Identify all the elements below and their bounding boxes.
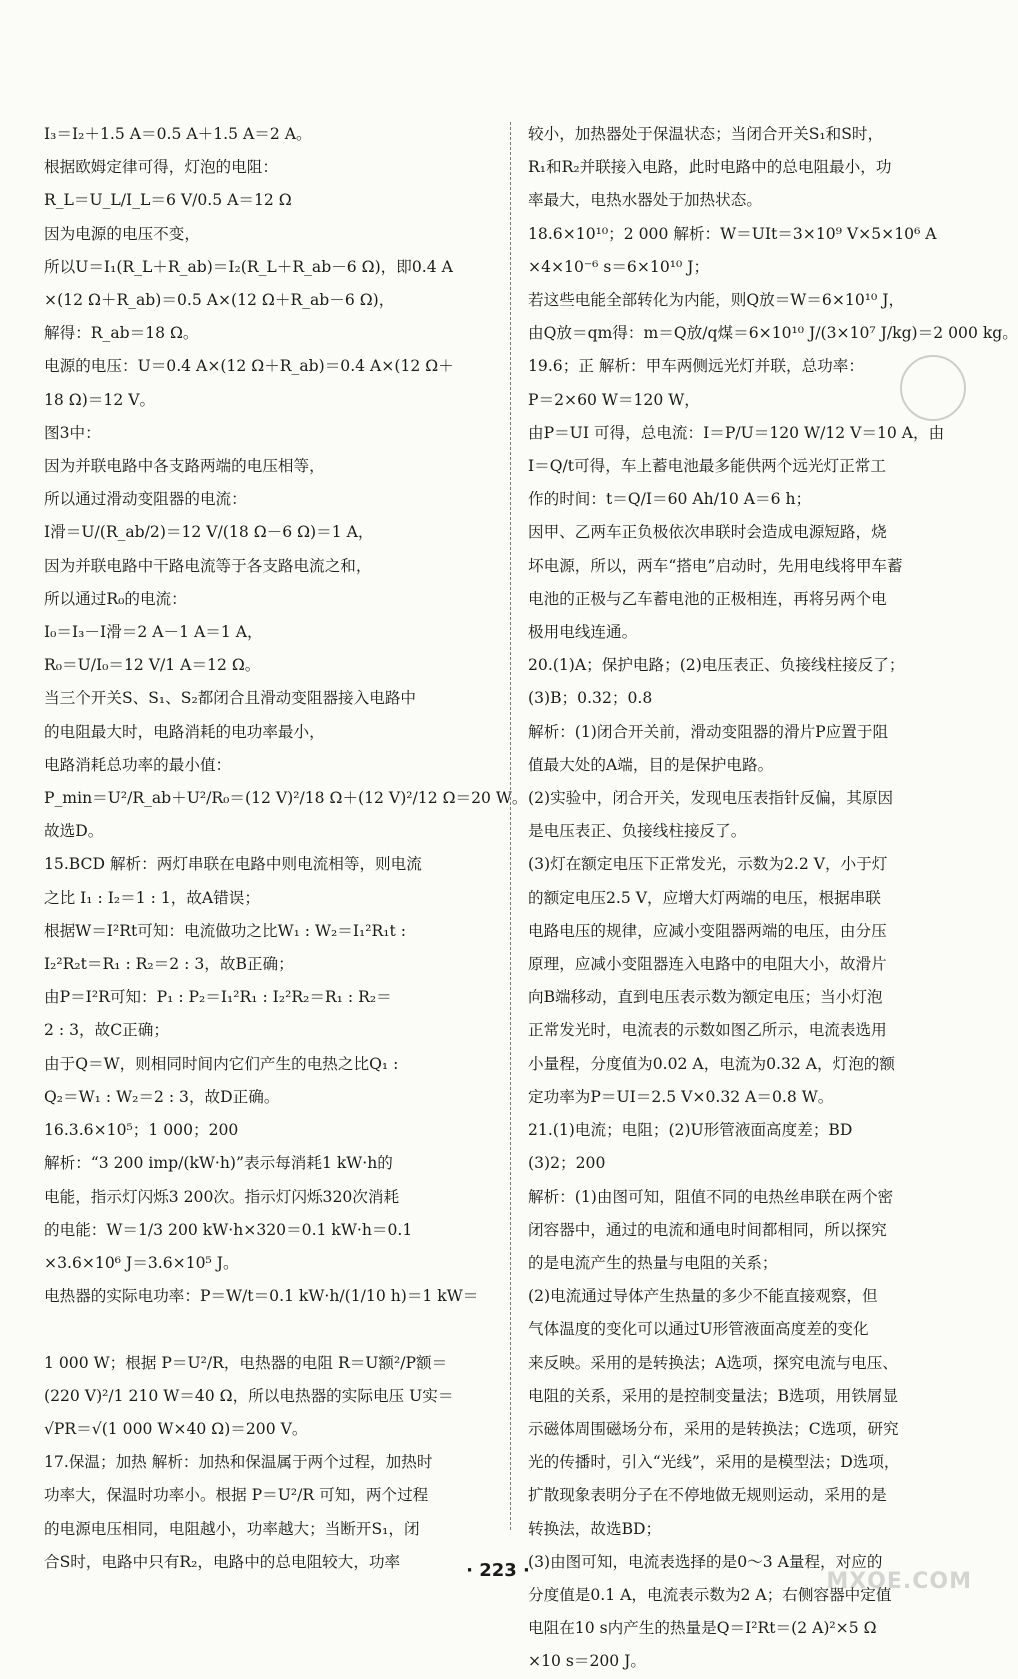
text-line: 故选D。 bbox=[44, 822, 104, 841]
text-line: 电阻在10 s内产生的热量是Q＝I²Rt＝(2 A)²×5 Ω bbox=[528, 1619, 877, 1638]
text-line: 解析：“3 200 imp/(kW·h)”表示每消耗1 kW·h的 bbox=[44, 1154, 393, 1173]
text-line: 值最大处的A端，目的是保护电路。 bbox=[528, 755, 774, 774]
text-line: 由于Q＝W，则相同时间内它们产生的电热之比Q₁ : bbox=[44, 1054, 399, 1073]
text-line: (3)2；200 bbox=[528, 1154, 606, 1173]
text-line: 因为电源的电压不变， bbox=[44, 224, 200, 243]
text-line: P＝2×60 W＝120 W， bbox=[528, 390, 700, 409]
text-line: 原理，应减小变阻器连入电路中的电阻大小，故滑片 bbox=[528, 955, 887, 974]
text-line: I₃＝I₂＋1.5 A＝0.5 A＋1.5 A＝2 A。 bbox=[44, 125, 312, 143]
text-line: 合S时，电路中只有R₂，电路中的总电阻较大，功率 bbox=[44, 1552, 401, 1571]
text-line: 闭容器中，通过的电流和通电时间都相同，所以探究 bbox=[528, 1220, 887, 1239]
text-line: 17.保温；加热 解析：加热和保温属于两个过程，加热时 bbox=[44, 1453, 433, 1472]
text-line: 18.6×10¹⁰；2 000 解析：W＝UIt＝3×10⁹ V×5×10⁶ A bbox=[528, 224, 937, 243]
text-line: 定功率为P＝UI＝2.5 V×0.32 A＝0.8 W。 bbox=[528, 1087, 834, 1106]
text-line: (3)B；0.32；0.8 bbox=[528, 689, 653, 708]
text-line: 较小，加热器处于保温状态；当闭合开关S₁和S时， bbox=[528, 125, 884, 143]
text-line: I₀＝I₃－I滑＝2 A－1 A＝1 A， bbox=[44, 623, 263, 642]
text-line: 根据欧姆定律可得，灯泡的电阻： bbox=[44, 158, 278, 177]
text-line: 转换法，故选BD； bbox=[528, 1519, 662, 1538]
text-line: 电路消耗总功率的最小值： bbox=[44, 755, 232, 774]
text-line: 来反映。采用的是转换法；A选项，探究电流与电压、 bbox=[528, 1353, 898, 1372]
text-line: I滑＝U/(R_ab/2)＝12 V/(18 Ω－6 Ω)＝1 A， bbox=[44, 523, 374, 542]
text-line: 18 Ω)＝12 V。 bbox=[44, 390, 156, 409]
text-line: 的电阻最大时，电路消耗的电功率最小， bbox=[44, 722, 325, 741]
text-line: 电源的电压：U＝0.4 A×(12 Ω＋R_ab)＝0.4 A×(12 Ω＋ bbox=[44, 357, 454, 376]
text-line: 21.(1)电流；电阻；(2)U形管液面高度差；BD bbox=[528, 1121, 853, 1140]
text-line: (2)实验中，闭合开关，发现电压表指针反偏，其原因 bbox=[528, 789, 894, 808]
text-line: 的电源电压相同，电阻越小，功率越大；当断开S₁，闭 bbox=[44, 1519, 420, 1538]
text-line: 图3中： bbox=[44, 423, 101, 442]
text-line: 由P＝I²R可知：P₁ : P₂＝I₁²R₁ : I₂²R₂＝R₁ : R₂＝ bbox=[44, 988, 392, 1007]
left-column bbox=[44, 118, 528, 1571]
text-line: P_min＝U²/R_ab＋U²/R₀＝(12 V)²/18 Ω＋(12 V)²/12 Ω＝20 W。 bbox=[44, 789, 528, 808]
text-line: 作的时间：t＝Q/I＝60 Ah/10 A＝6 h； bbox=[528, 490, 812, 509]
text-line: 2 : 3，故C正确； bbox=[44, 1021, 169, 1040]
text-line: 示磁体周围磁场分布，采用的是转换法；C选项，研究 bbox=[528, 1419, 899, 1438]
text-line: ×4×10⁻⁶ s＝6×10¹⁰ J； bbox=[528, 257, 710, 276]
text-line: 若这些电能全部转化为内能，则Q放＝W＝6×10¹⁰ J， bbox=[528, 291, 905, 310]
text-line: 15.BCD 解析：两灯串联在电路中则电流相等，则电流 bbox=[44, 855, 422, 874]
text-line: 极用电线连通。 bbox=[528, 623, 638, 642]
text-line bbox=[44, 1313, 494, 1346]
text-line: 因为并联电路中各支路两端的电压相等， bbox=[44, 457, 325, 476]
text-line: 电池的正极与乙车蓄电池的正极相连，再将另两个电 bbox=[528, 589, 887, 608]
text-line: 分度值是0.1 A，电流表示数为2 A；右侧容器中定值 bbox=[528, 1585, 892, 1604]
column-divider bbox=[510, 122, 511, 1530]
text-line: 当三个开关S、S₁、S₂都闭合且滑动变阻器接入电路中 bbox=[44, 689, 417, 708]
text-line: 20.(1)A；保护电路；(2)电压表正、负接线柱接反了； bbox=[528, 656, 905, 675]
text-line: 解析：(1)闭合开关前，滑动变阻器的滑片P应置于阻 bbox=[528, 722, 889, 741]
text-line: 所以U＝I₁(R_L＋R_ab)＝I₂(R_L＋R_ab－6 Ω)，即0.4 A bbox=[44, 257, 453, 276]
text-line: 之比 I₁ : I₂＝1 : 1，故A错误； bbox=[44, 888, 260, 907]
text-line: 正常发光时，电流表的示数如图乙所示，电流表选用 bbox=[528, 1021, 887, 1040]
text-line: ×10 s＝200 J。 bbox=[528, 1652, 647, 1671]
text-line: 19.6；正 解析：甲车两侧远光灯并联，总功率： bbox=[528, 357, 864, 376]
text-line: 是电压表正、负接线柱接反了。 bbox=[528, 822, 747, 841]
text-line: 解得：R_ab＝18 Ω。 bbox=[44, 324, 199, 343]
text-line: R_L＝U_L/I_L＝6 V/0.5 A＝12 Ω bbox=[44, 191, 292, 210]
text-line: 向B端移动，直到电压表示数为额定电压；当小灯泡 bbox=[528, 988, 883, 1007]
text-line: (3)由图可知，电流表选择的是0～3 A量程，对应的 bbox=[528, 1552, 883, 1571]
text-line: 坏电源，所以，两车“搭电”启动时，先用电线将甲车蓄 bbox=[528, 556, 903, 575]
text-line: R₁和R₂并联接入电路，此时电路中的总电阻最小，功 bbox=[528, 158, 892, 177]
watermark: MXQE.COM bbox=[826, 1569, 972, 1594]
text-line: 由P＝UI 可得，总电流：I＝P/U＝120 W/12 V＝10 A，由 bbox=[528, 423, 945, 442]
text-line: 小量程，分度值为0.02 A，电流为0.32 A，灯泡的额 bbox=[528, 1054, 895, 1073]
text-line: ×(12 Ω＋R_ab)＝0.5 A×(12 Ω＋R_ab－6 Ω)， bbox=[44, 291, 395, 310]
text-line: 由Q放＝qm得：m＝Q放/q煤＝6×10¹⁰ J/(3×10⁷ J/kg)＝2 000 kg。 bbox=[528, 324, 1018, 343]
text-line: 因为并联电路中干路电流等于各支路电流之和， bbox=[44, 556, 372, 575]
text-line: R₀＝U/I₀＝12 V/1 A＝12 Ω。 bbox=[44, 656, 261, 675]
text-line: 电能，指示灯闪烁3 200次。指示灯闪烁320次消耗 bbox=[44, 1187, 400, 1206]
text-line: 气体温度的变化可以通过U形管液面高度差的变化 bbox=[528, 1320, 869, 1339]
text-line: 所以通过R₀的电流： bbox=[44, 589, 187, 608]
text-line: 功率大，保温时功率小。根据 P＝U²/R 可知，两个过程 bbox=[44, 1486, 429, 1505]
text-line: 所以通过滑动变阻器的电流： bbox=[44, 490, 247, 509]
text-line: √PR＝√(1 000 W×40 Ω)＝200 V。 bbox=[44, 1419, 308, 1438]
text-line: 的电能：W＝1/3 200 kW·h×320＝0.1 kW·h＝0.1 bbox=[44, 1220, 413, 1239]
text-line: I＝Q/t可得，车上蓄电池最多能供两个远光灯正常工 bbox=[528, 457, 886, 476]
text-line: (220 V)²/1 210 W＝40 Ω，所以电热器的实际电压 U实＝ bbox=[44, 1386, 454, 1405]
stamp-icon bbox=[900, 355, 966, 421]
text-line: 扩散现象表明分子在不停地做无规则运动，采用的是 bbox=[528, 1486, 887, 1505]
text-line: (3)灯在额定电压下正常发光，示数为2.2 V，小于灯 bbox=[528, 855, 888, 874]
text-line: 16.3.6×10⁵；1 000；200 bbox=[44, 1121, 239, 1140]
text-line: 电热器的实际电功率：P＝W/t＝0.1 kW·h/(1/10 h)＝1 kW＝ bbox=[44, 1287, 479, 1306]
text-line: I₂²R₂t＝R₁ : R₂＝2 : 3，故B正确； bbox=[44, 955, 294, 974]
text-line: 的额定电压2.5 V，应增大灯两端的电压，根据串联 bbox=[528, 888, 881, 907]
text-line: 率最大，电热水器处于加热状态。 bbox=[528, 191, 762, 210]
text-line: (2)电流通过导体产生热量的多少不能直接观察，但 bbox=[528, 1287, 878, 1306]
text-line: Q₂＝W₁ : W₂＝2 : 3，故D正确。 bbox=[44, 1087, 280, 1106]
text-line: 1 000 W；根据 P＝U²/R，电热器的电阻 R＝U额²/P额＝ bbox=[44, 1353, 448, 1372]
page-number: · 223 · bbox=[466, 1560, 530, 1581]
text-line: 解析：(1)由图可知，阻值不同的电热丝串联在两个密 bbox=[528, 1187, 894, 1206]
text-line: 因甲、乙两车正负极依次串联时会造成电源短路，烧 bbox=[528, 523, 887, 542]
text-line: 根据W＝I²Rt可知：电流做功之比W₁ : W₂＝I₁²R₁t : bbox=[44, 921, 407, 940]
text-line: 电阻的关系，采用的是控制变量法；B选项，用铁屑显 bbox=[528, 1386, 899, 1405]
text-line: ×3.6×10⁶ J＝3.6×10⁵ J。 bbox=[44, 1253, 239, 1272]
text-line: 光的传播时，引入“光线”，采用的是模型法；D选项， bbox=[528, 1453, 900, 1472]
text-line: 电路电压的规律，应减小变阻器两端的电压，由分压 bbox=[528, 921, 887, 940]
text-line: 的是电流产生的热量与电阻的关系； bbox=[528, 1253, 778, 1272]
